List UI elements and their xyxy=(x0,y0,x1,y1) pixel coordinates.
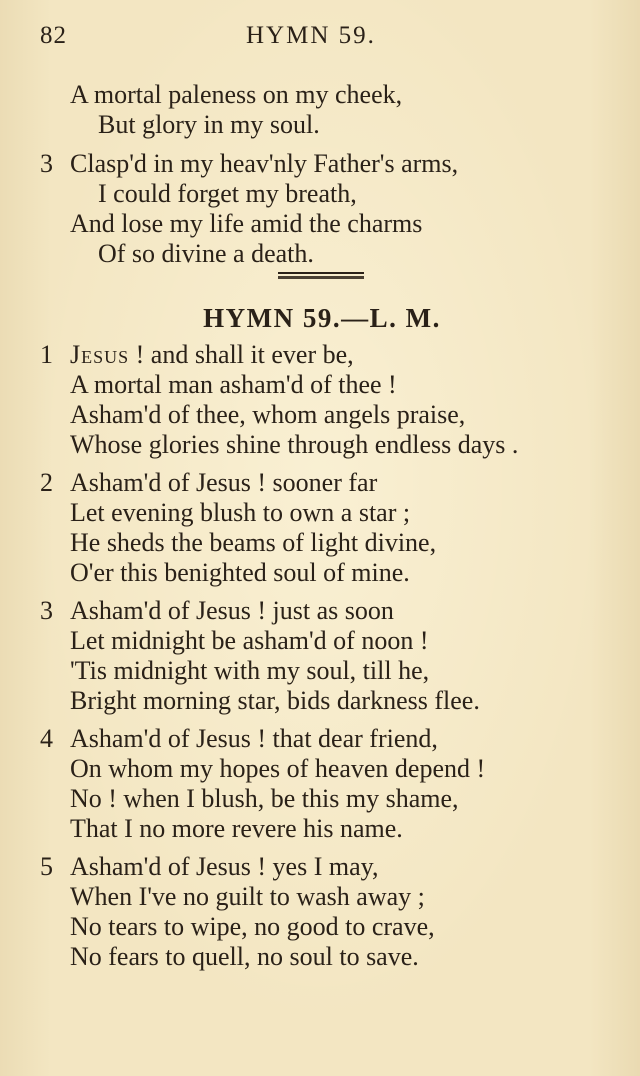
verse-line: Bright morning star, bids darkness flee. xyxy=(70,686,480,715)
running-head xyxy=(40,22,600,54)
verse-line: 5 Asham'd of Jesus ! yes I may, xyxy=(40,852,379,881)
stanza-2 xyxy=(40,468,630,588)
verse-line: Let evening blush to own a star ; xyxy=(70,498,411,527)
stanza-number: 3 xyxy=(40,149,53,178)
verse-line: O'er this benighted soul of mine. xyxy=(70,558,410,587)
verse-line: 3 Asham'd of Jesus ! just as soon xyxy=(40,596,394,625)
verse-line: And lose my life amid the charms xyxy=(70,209,423,238)
verse-line: 1 Jesus ! and shall it ever be, xyxy=(40,340,354,369)
verse-line: 3 Clasp'd in my heav'nly Father's arms, xyxy=(40,149,459,178)
page-number: 82 xyxy=(40,22,67,49)
verse-line: But glory in my soul. xyxy=(98,110,320,139)
verse-line: No ! when I blush, be this my shame, xyxy=(70,784,459,813)
verse-line: No tears to wipe, no good to crave, xyxy=(70,912,435,941)
stanza-number: 5 xyxy=(40,852,53,881)
prev-stanza-3 xyxy=(40,149,630,269)
running-title: HYMN 59. xyxy=(246,22,376,49)
verse-line: No fears to quell, no soul to save. xyxy=(70,942,419,971)
continuation-lines xyxy=(40,80,630,140)
verse-line: Whose glories shine through endless days . xyxy=(70,430,519,459)
verse-line: That I no more revere his name. xyxy=(70,814,403,843)
verse-line: 2 Asham'd of Jesus ! sooner far xyxy=(40,468,378,497)
stanza-number: 4 xyxy=(40,724,53,753)
stanza-number: 1 xyxy=(40,340,53,369)
verse-line: I could forget my breath, xyxy=(98,179,357,208)
verse-line: 'Tis midnight with my soul, till he, xyxy=(70,656,430,685)
verse-line: Asham'd of thee, whom angels praise, xyxy=(70,400,466,429)
stanza-number: 2 xyxy=(40,468,53,497)
verse-line: When I've no guilt to wash away ; xyxy=(70,882,425,911)
stanza-5 xyxy=(40,852,630,972)
stanza-4 xyxy=(40,724,630,844)
first-word: Jesus xyxy=(70,340,130,369)
verse-line: A mortal paleness on my cheek, xyxy=(70,80,403,109)
stanza-3 xyxy=(40,596,630,716)
section-divider-rule xyxy=(278,272,364,280)
verse-line: Of so divine a death. xyxy=(98,239,314,268)
stanza-number: 3 xyxy=(40,596,53,625)
stanza-1 xyxy=(40,340,630,460)
verse-line: Let midnight be asham'd of noon ! xyxy=(70,626,429,655)
verse-line: 4 Asham'd of Jesus ! that dear friend, xyxy=(40,724,438,753)
hymn-title: HYMN 59.—L. M. xyxy=(203,303,441,333)
verse-line: A mortal man asham'd of thee ! xyxy=(70,370,397,399)
verse-line: On whom my hopes of heaven depend ! xyxy=(70,754,486,783)
verse-line: He sheds the beams of light divine, xyxy=(70,528,437,557)
